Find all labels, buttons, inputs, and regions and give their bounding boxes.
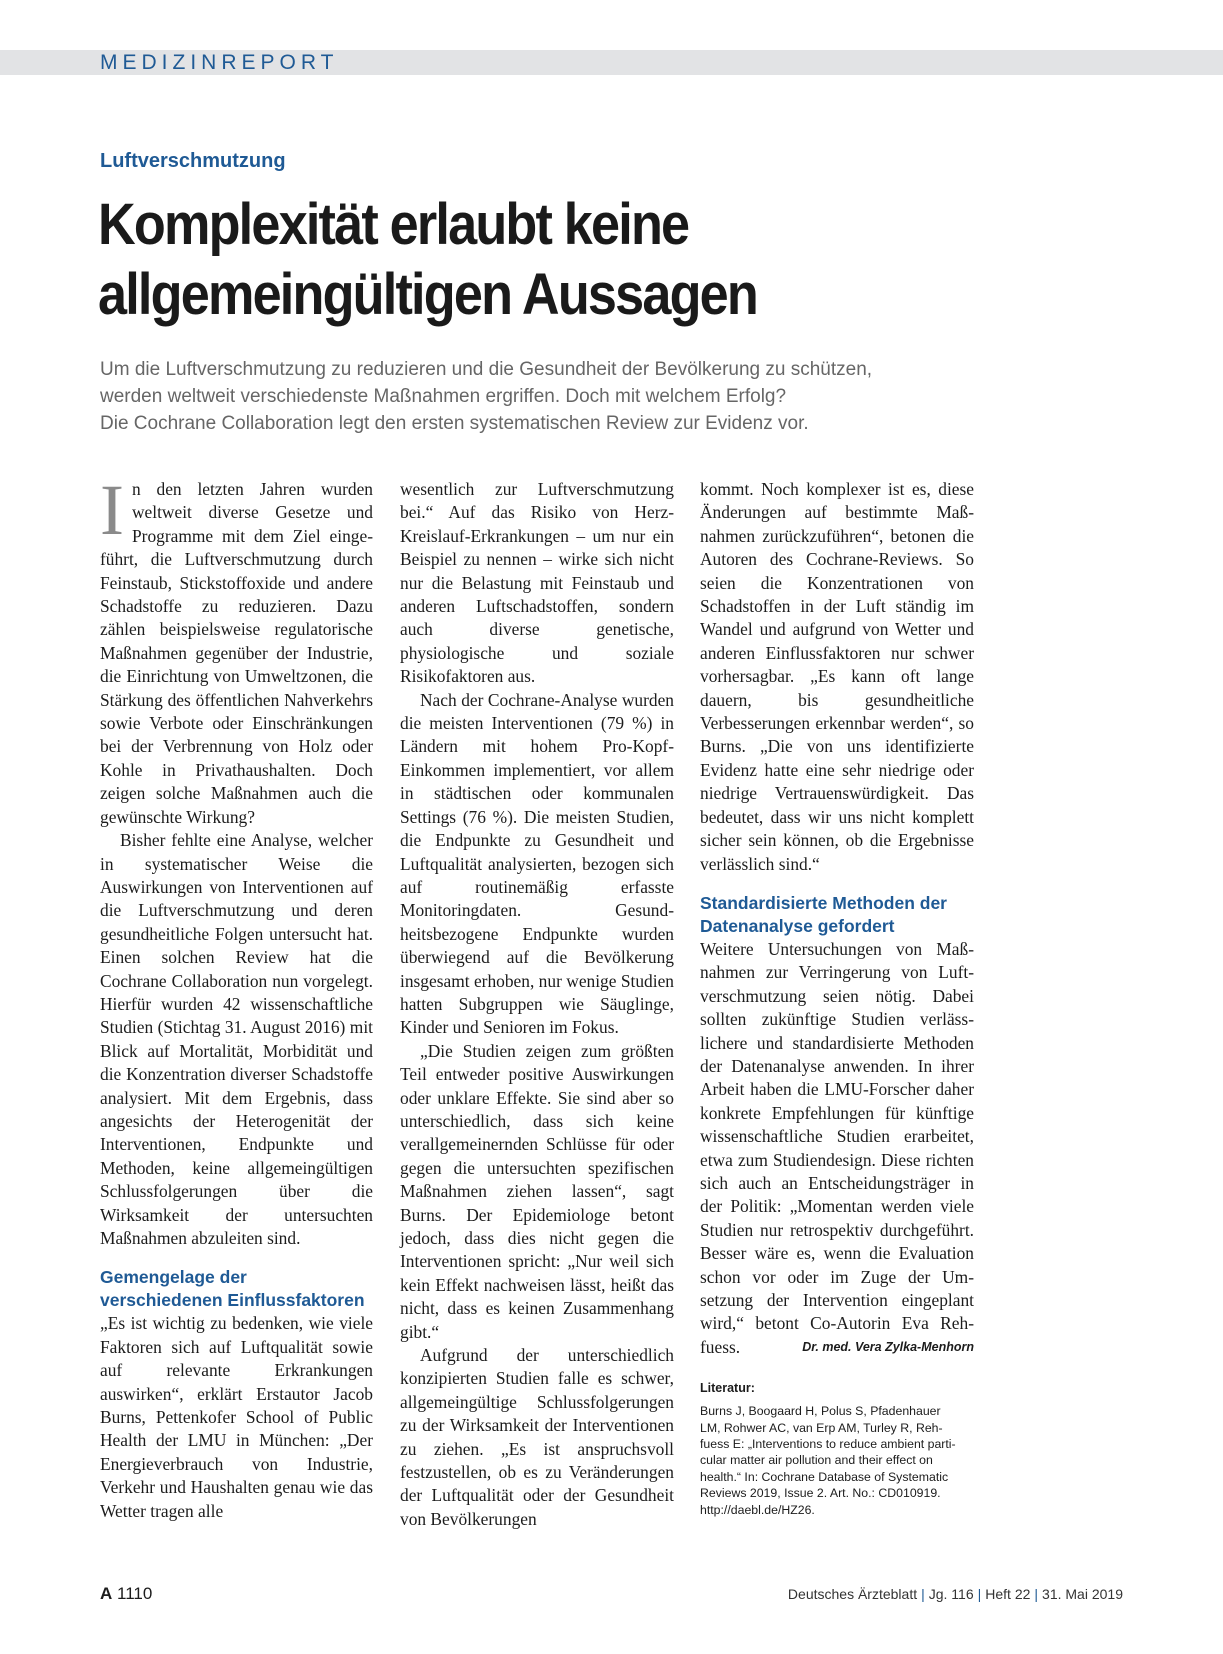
paragraph: Bisher fehlte eine Analyse, welcher in systematischer Weise die Auswirkungen von Interventionen auf die Luftverschmutzung und deren gesundheitliche Folgen untersucht hat. Einen solchen Review hat die Cochrane Collaboration nun vorgelegt. Hierfür wurden 42 wissenschaftliche Studien (Stichtag 31. August 2016) mit Blick auf Mortalität, Morbidität und die Konzentration diverser Schadstoffe analysiert. Mit dem Ergebnis, dass angesichts der Heterogenität der Interventionen, Endpunkte und Methoden, keine allgemeingültigen Schlussfolgerungen über die Wirksamkeit der untersuchten Maßnahmen abzuleiten sind.	[100, 830, 373, 1248]
subheading: Gemengelage der verschiedenen Einflussfaktoren	[100, 1267, 365, 1311]
paragraph: wesentlich zur Luftverschmutzung bei.“ Auf das Risiko von Herz-Kreislauf-Erkrankungen – um nur ein Beispiel zu nennen – wirke sich nicht nur die Belastung mit Feinstaub und anderen Luftschadstoffen, sondern auch diverse genetische, physiologische und soziale Risikofaktoren aus.	[400, 479, 674, 687]
text-column-1	[100, 470, 373, 1523]
page-number-value: 1110	[117, 1584, 153, 1603]
headline-line-1: Komplexität erlaubt keine	[98, 192, 689, 257]
page-prefix: A	[100, 1584, 113, 1603]
literature-line: fuess E: „Interventions to reduce ambient parti-	[700, 1437, 956, 1452]
text-column-3	[700, 478, 974, 1518]
lead-line-1: Um die Luftverschmutzung zu reduzieren und die Gesundheit der Bevölkerung zu schützen,	[100, 359, 873, 380]
paragraph	[700, 938, 974, 1359]
author-byline: Dr. med. Vera Zylka-Menhorn	[802, 1339, 974, 1354]
paragraph	[100, 470, 373, 829]
paragraph: Nach der Cochrane-Analyse wurden die meisten Interventionen (79 %) in Ländern mit hohem Pro-Kopf-Einkommen implementiert, vor allem in städtischen oder kommunalen Settings (76 %). Die meisten Studien, die Endpunkte zu Gesundheit und Luftqualität analysierten, bezogen sich auf routinemäßig erfasste Monitoringdaten. Gesundheitsbezogene Endpunkte wurden überwiegend auf die Bevölkerung insgesamt erhoben, nur wenige Studien hatten Subgruppen wie Säuglinge, Kinder und Senioren im Fokus.	[400, 689, 674, 1038]
literature-line: health.“ In: Cochrane Database of Systematic	[700, 1469, 949, 1484]
footer-separator: |	[1034, 1586, 1039, 1602]
journal-date: 31. Mai 2019	[1042, 1586, 1123, 1602]
paragraph: kommt. Noch komplexer ist es, diese Änderungen auf bestimmte Maßnahmen zurückzuführen“, betonen die Autoren des Cochrane-Reviews. So seien die Konzentrationen von Schadstoffen in der Luft ständig im Wandel und aufgrund von Wetter und anderen Einflussfaktoren nur schwer vorhersagbar. „Es kann oft lange dauern, bis gesundheitliche Verbesserungen erkennbar werden“, so Burns. „Die von uns identifizierte Evidenz hatte eine sehr niedrige oder niedrige Vertrauenswürdigkeit. Das bedeutet, dass wir uns nicht komplett sicher sein können, ob die Ergebnisse verlässlich sind.“	[700, 479, 974, 874]
literature-heading: Literatur:	[700, 1381, 755, 1396]
text-column-2	[400, 478, 674, 1531]
lead-line-3: Die Cochrane Collaboration legt den ersten systematischen Review zur Evidenz vor.	[100, 413, 809, 434]
paragraph-text: n den letzten Jahren wurden weltweit diverse Gesetze und Programme mit dem Ziel eingeführt, die Luftverschmutzung durch Feinstaub, Stickstoffoxide und andere Schadstoffe zu reduzieren. Dazu zählen beispielsweise regulatorische Maßnahmen gegenüber der Industrie, die Einrichtung von Umweltzonen, die Stärkung des öffentlichen Nahverkehrs sowie Verbote oder Einschränkungen bei der Verbrennung von Holz oder Kohle in Privathaushalten. Doch zeigen solche Maßnahmen auch die gewünschte Wirkung?	[100, 479, 373, 827]
page-number	[100, 1584, 152, 1604]
article-lead	[100, 356, 1100, 437]
literature-line: LM, Rohwer AC, van Erp AM, Turley R, Reh-	[700, 1420, 943, 1435]
footer-separator: |	[977, 1586, 982, 1602]
section-label: MEDIZINREPORT	[100, 51, 339, 74]
literature-link[interactable]: http://daebl.de/HZ26.	[700, 1502, 815, 1517]
subheading: Standardisierte Methoden der Datenanalyse gefordert	[700, 892, 947, 936]
journal-name: Deutsches Ärzteblatt	[787, 1586, 918, 1602]
article-headline	[98, 190, 1043, 330]
literature-line: Reviews 2019, Issue 2. Art. No.: CD010919.	[700, 1486, 941, 1501]
paragraph: Aufgrund der unterschiedlich konzipierten Studien falle es schwer, allgemeingültige Schlussfolgerungen zu der Wirksamkeit der Interventionen zu ziehen. „Es ist anspruchsvoll festzustellen, ob es zu Veränderungen der Luftqualität oder der Gesundheit von Bevölkerungen	[400, 1345, 674, 1529]
footer-separator: |	[921, 1586, 925, 1602]
journal-issue: Heft 22	[985, 1586, 1031, 1602]
headline-line-2: allgemeingültigen Aussagen	[98, 262, 757, 327]
journal-footer	[788, 1586, 1123, 1602]
literature-line: Burns J, Boogaard H, Polus S, Pfadenhauer	[700, 1404, 941, 1419]
paragraph: „Es ist wichtig zu bedenken, wie viele Faktoren sich auf Luftqualität sowie auf relevante Erkrankungen auswirken“, erklärt Erstautor Jacob Burns, Pettenkofer School of Public Health der LMU in München: „Der Energieverbrauch von Industrie, Verkehr und Haushalten genau wie das Wetter tragen alle	[100, 1313, 373, 1521]
literature-reference	[700, 1403, 974, 1518]
journal-volume: Jg. 116	[928, 1586, 974, 1602]
drop-cap: I	[100, 470, 124, 550]
paragraph: „Die Studien zeigen zum größten Teil entweder positive Auswirkungen oder unklare Effekte. Sie sind aber so unterschiedlich, dass sich keine verallgemeinernden Schlüsse für oder gegen die untersuchten spezifischen Maßnahmen ziehen lassen“, sagt Burns. Der Epidemiologe betont jedoch, dass dies nicht gegen die Interventionen spricht: „Nur weil sich kein Effekt nachweisen lässt, heißt das nicht, dass es keinen Zusammenhang gibt.“	[400, 1040, 674, 1342]
article-kicker: Luftverschmutzung	[100, 150, 286, 172]
lead-line-2: werden weltweit verschiedenste Maßnahmen ergriffen. Doch mit welchem Erfolg?	[100, 386, 787, 407]
literature-line: cular matter air pollution and their effect on	[700, 1453, 933, 1468]
paragraph-text: Weitere Untersuchungen von Maßnahmen zur Verringerung von Luftverschmutzung seien nötig. Dabei sollten zukünftige Studien verlässlichere und standardisierte Methoden der Datenanalyse anwenden. In ihrer Arbeit haben die LMU-Forscher daher konkrete Empfehlungen für künftige wissenschaftliche Studien erarbeitet, etwa zum Studiendesign. Diese richten sich auch an Entscheidungsträger in der Politik: „Momentan werden viele Studien nur retrospektiv durchgeführt. Besser wäre es, wenn die Evaluation schon vor oder im Zuge der Umsetzung der Intervention eingeplant wird,“ betont Co-Autorin Eva Rehfuess.	[700, 938, 974, 1357]
